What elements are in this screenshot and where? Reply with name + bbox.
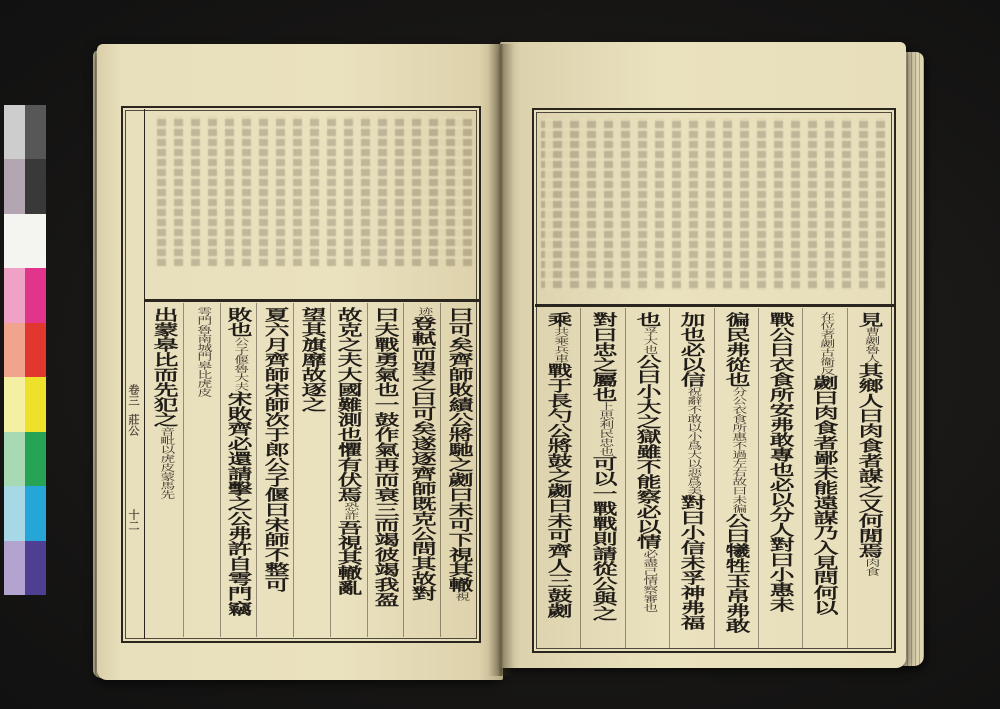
calibration-row [4, 323, 46, 377]
annotation-text: 孚大也 [640, 327, 657, 354]
right-main-text [536, 308, 891, 648]
text-column-body [633, 308, 664, 648]
annotation-text: 肉食 [861, 558, 879, 576]
calibration-swatch [25, 159, 46, 213]
calibration-row [4, 432, 46, 486]
text-column [367, 303, 404, 637]
main-text: 加也必以信 [677, 312, 708, 387]
calibration-swatch [4, 486, 25, 540]
annotation-text: 迹 [414, 307, 432, 316]
annotation-text: 劌古衞反 [817, 339, 835, 375]
main-text: 徧民弗從也 [722, 312, 752, 387]
calibration-swatch [25, 486, 46, 540]
main-text: 可以一戰戰則請從公與之 [589, 456, 619, 621]
main-text: 登軾而望之曰可矣遂逐齊師既克公問其故對 [408, 316, 439, 601]
calibration-swatch [25, 105, 46, 159]
text-column [220, 303, 257, 637]
annotation-text: 以虎皮蒙馬先 [157, 445, 174, 499]
calibration-swatch [25, 541, 46, 595]
main-text: 其鄉人曰肉食者謀之又何閒焉 [855, 363, 885, 558]
annotation-text: 必盡己情察審也 [640, 549, 657, 612]
calibration-row [4, 214, 46, 268]
calibration-swatch [25, 377, 46, 431]
text-column-body [335, 303, 363, 637]
text-column-body [445, 303, 473, 637]
main-text: 出蒙皋比而先犯之 [150, 307, 181, 427]
main-text: 戰公曰衣食所安弗敢專也必以分人對曰小惠未 [766, 312, 797, 612]
main-text: 宋敗齊必還請擊之公弗許自雩門竊 [224, 391, 255, 616]
annotation-text: 視 [451, 592, 469, 601]
annotation-text: 分公衣食所惠不過左右故曰未徧 [728, 387, 746, 513]
main-text: 敗也 [224, 307, 255, 337]
left-main-text [146, 303, 477, 637]
calibration-swatch [4, 105, 25, 159]
main-text: 對曰小信未孚神弗福 [677, 495, 708, 630]
volume-label: 卷三 [127, 384, 140, 406]
calibration-swatch [4, 159, 25, 213]
annotation-text: 曹劌魯人 [861, 327, 879, 363]
right-section-divider [535, 304, 894, 307]
left-section-divider [144, 299, 479, 302]
text-column-body [408, 303, 439, 637]
annotation-text: 上思利民忠也 [595, 402, 613, 456]
calibration-swatch [4, 432, 25, 486]
text-column [293, 303, 330, 637]
main-text: 也 [633, 312, 664, 327]
text-column-body [678, 308, 706, 648]
text-column-body [722, 308, 750, 648]
main-text: 望其旗靡故逐之 [298, 307, 328, 412]
text-column-body [188, 303, 216, 637]
main-text: 曰可矣齊師敗績公將馳之劌曰未可下視其轍 [445, 307, 475, 592]
calibration-row [4, 159, 46, 213]
text-column [403, 303, 440, 637]
calibration-swatch [4, 377, 25, 431]
calibration-swatch [4, 268, 25, 322]
text-column-body [589, 308, 617, 648]
text-column-body [150, 303, 181, 637]
main-text: 劌曰肉食者鄙未能遠謀乃入見問何以 [810, 375, 841, 615]
main-text: 吾視其轍亂 [334, 520, 365, 595]
color-calibration-strip [4, 105, 46, 595]
main-text: 故克之夫大國難測也懼有伏焉 [334, 307, 365, 502]
annotation-text: 音毗 [157, 427, 174, 445]
main-text: 曰夫戰勇氣也一鼓作氣再而衰三而竭彼竭我盈 [371, 307, 402, 607]
calibration-row [4, 377, 46, 431]
annotation-text: 公子偃魯大夫 [231, 337, 248, 391]
calibration-row [4, 268, 46, 322]
text-column [847, 308, 891, 648]
calibration-swatch [4, 541, 25, 595]
text-column [669, 308, 713, 648]
text-column [146, 303, 183, 637]
main-text: 公曰犧牲玉帛弗敢 [722, 513, 752, 633]
text-column [330, 303, 367, 637]
text-column [714, 308, 758, 648]
annotation-text: 雩門魯南城門皋比虎皮 [194, 307, 211, 397]
main-text: 對曰忠之屬也 [589, 312, 619, 402]
annotation-text: 祝辭不敢以小爲大以惡爲美 [684, 387, 701, 495]
text-column [183, 303, 220, 637]
main-text: 戰于長勺公將鼓之劌曰未可齊人三鼓劌 [544, 363, 574, 618]
leaf-number: 十二 [127, 509, 140, 531]
text-column [802, 308, 846, 648]
book-gutter [488, 44, 514, 676]
text-column [625, 308, 669, 648]
text-column-body [855, 308, 883, 648]
annotation-text: 在位者 [817, 312, 835, 339]
annotation-text: 恐詐 [341, 502, 358, 520]
text-column-body [224, 303, 255, 637]
left-upper-commentary [150, 116, 472, 266]
right-upper-commentary [541, 118, 885, 290]
calibration-swatch [25, 432, 46, 486]
chapter-label: 莊公 [127, 414, 140, 436]
calibration-swatch [4, 214, 25, 268]
text-column-body [811, 308, 839, 648]
main-text: 見 [855, 312, 885, 327]
text-column-body [767, 308, 795, 648]
calibration-row [4, 105, 46, 159]
text-column [536, 308, 580, 648]
main-text: 公曰小大之獄雖不能察必以情 [633, 354, 664, 549]
calibration-swatch [25, 323, 46, 377]
text-column [256, 303, 293, 637]
calibration-swatch [25, 268, 46, 322]
text-column-body [298, 303, 326, 637]
text-column-body [261, 303, 289, 637]
text-column [758, 308, 802, 648]
text-column-body [372, 303, 400, 637]
left-page-margin-column [124, 109, 145, 639]
calibration-swatch [25, 214, 46, 268]
annotation-text: 共乘兵車 [550, 327, 568, 363]
text-column-body [544, 308, 572, 648]
text-column [580, 308, 624, 648]
calibration-row [4, 541, 46, 595]
calibration-swatch [4, 323, 25, 377]
main-text: 乘 [544, 312, 574, 327]
calibration-row [4, 486, 46, 540]
main-text: 夏六月齊師宋師次于郎公子偃曰宋師不整可 [261, 307, 291, 592]
text-column [440, 303, 477, 637]
